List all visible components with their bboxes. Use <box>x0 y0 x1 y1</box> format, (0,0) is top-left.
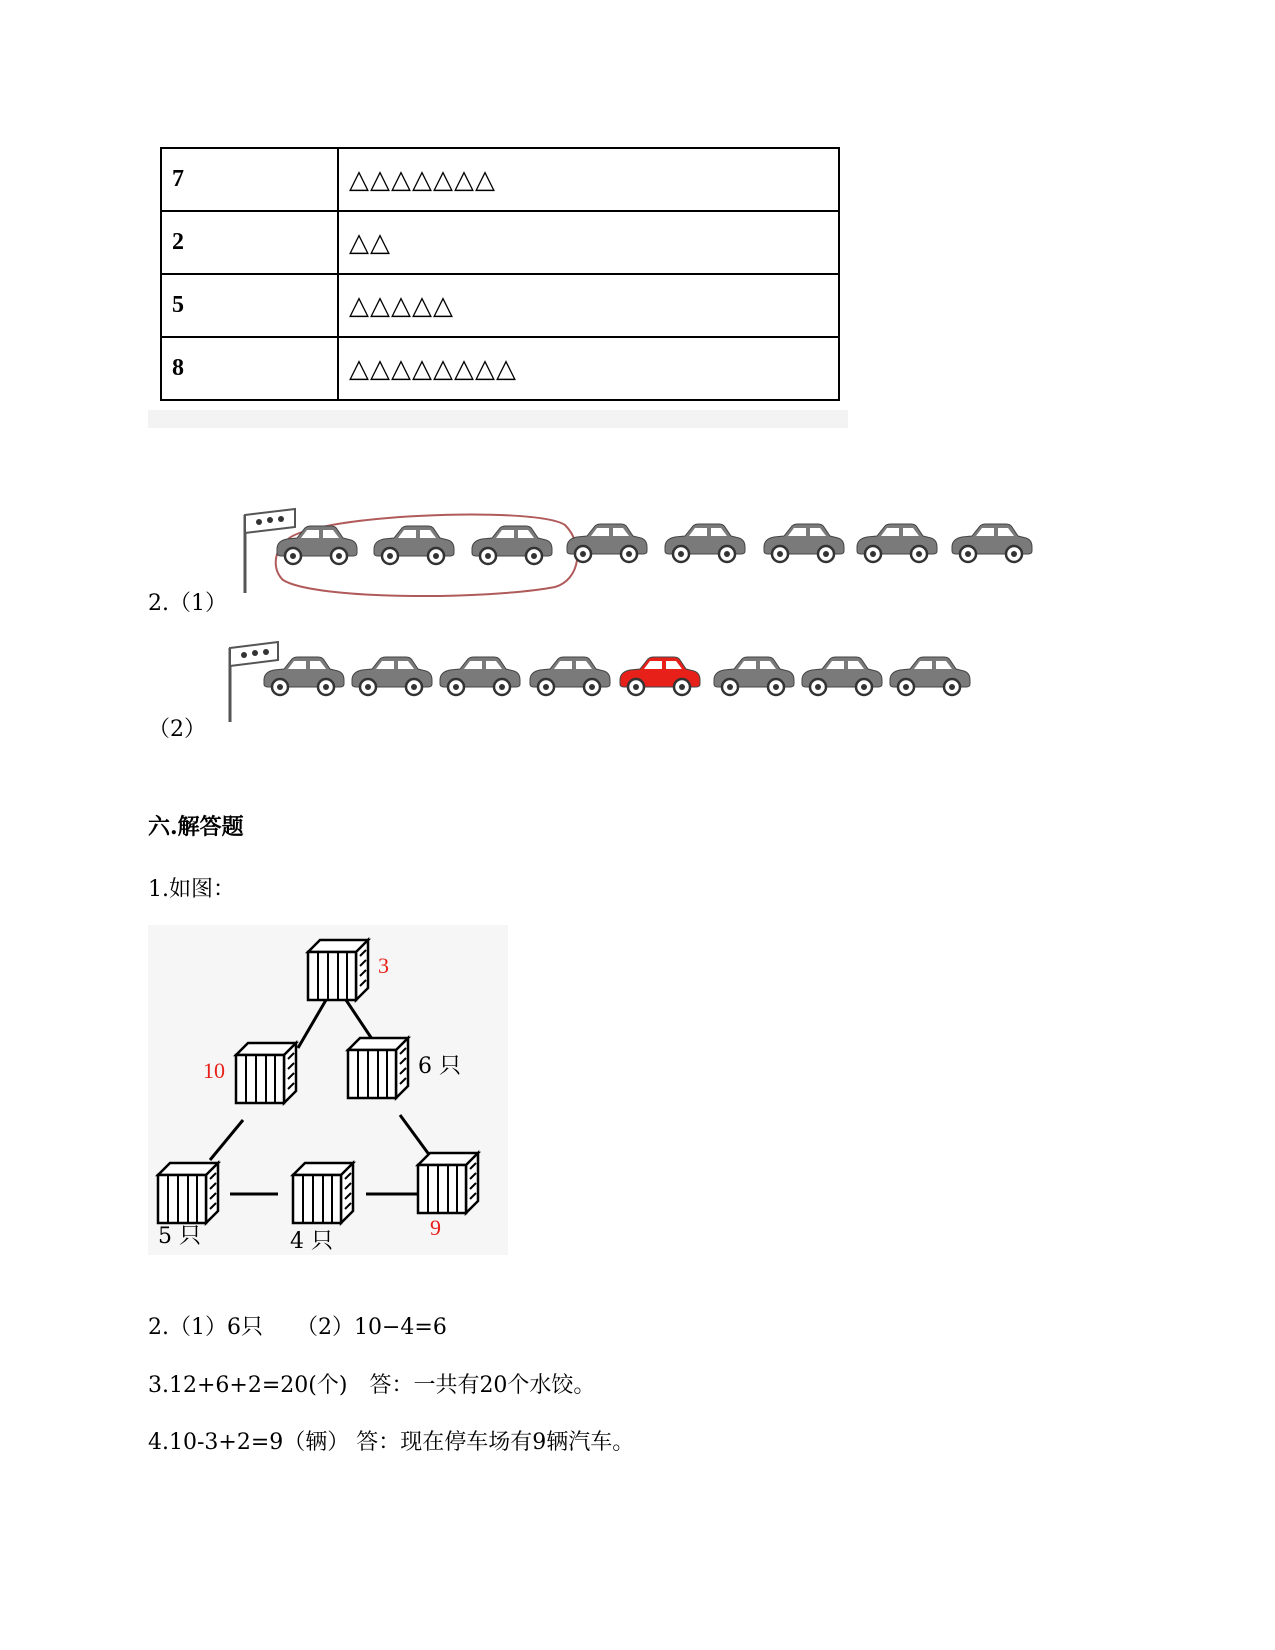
answer-4: 4.10-3+2=9（辆） 答：现在停车场有9辆汽车。 <box>148 1430 635 1455</box>
crate-icon-bottom-right <box>418 1153 478 1213</box>
car-row-1 <box>235 505 1075 605</box>
crate-icon-bottom-mid <box>293 1163 353 1223</box>
row-number: 5 <box>161 274 338 337</box>
car-icon <box>665 524 745 562</box>
row-triangles: △△△△△△△ <box>338 148 839 211</box>
connector-line <box>346 1000 374 1042</box>
label-top: 3 <box>378 953 389 978</box>
car-icon <box>374 526 454 564</box>
table-row <box>161 337 839 400</box>
car-icon <box>714 657 794 695</box>
box-triangle-diagram <box>148 925 508 1255</box>
crate-icon-top <box>308 940 368 1000</box>
car-icon <box>472 526 552 564</box>
car-icon <box>952 524 1032 562</box>
car-icon <box>764 524 844 562</box>
label-bottom-left: 5 只 <box>158 1224 201 1249</box>
row-number: 8 <box>161 337 338 400</box>
answer-2: 2.（1）6只 （2）10−4=6 <box>148 1315 447 1340</box>
row-number: 2 <box>161 211 338 274</box>
car-row-2 <box>220 640 1000 730</box>
row-triangles: △△△△△ <box>338 274 839 337</box>
table-shadow <box>148 410 848 428</box>
car-icon <box>352 657 432 695</box>
row-triangles: △△ <box>338 211 839 274</box>
label-right: 6 只 <box>418 1054 461 1079</box>
car-icon <box>802 657 882 695</box>
answer-1: 1.如图： <box>148 877 235 902</box>
car-icon <box>277 526 357 564</box>
car-icon <box>264 657 344 695</box>
crate-icon-bottom-left <box>158 1163 218 1223</box>
connector-line <box>210 1120 243 1160</box>
table-row <box>161 211 839 274</box>
q2-part1-label: 2.（1） <box>148 591 227 616</box>
table-row <box>161 274 839 337</box>
car-icon <box>857 524 937 562</box>
label-bottom-right: 9 <box>430 1215 441 1240</box>
row-number: 7 <box>161 148 338 211</box>
connector-line <box>298 1000 326 1048</box>
car-icon <box>440 657 520 695</box>
crate-icon-left <box>236 1043 296 1103</box>
table-row <box>161 148 839 211</box>
answer-3: 3.12+6+2=20(个) 答：一共有20个水饺。 <box>148 1373 596 1398</box>
car-icon <box>530 657 610 695</box>
car-icon <box>890 657 970 695</box>
label-left: 10 <box>203 1058 225 1083</box>
car-icon <box>620 657 700 695</box>
label-bottom-mid: 4 只 <box>290 1229 333 1254</box>
triangle-table <box>160 147 840 401</box>
section-title: 六.解答题 <box>148 814 244 840</box>
crate-icon-right <box>348 1038 408 1098</box>
car-icon <box>567 524 647 562</box>
q2-part2-label: （2） <box>148 717 206 742</box>
row-triangles: △△△△△△△△ <box>338 337 839 400</box>
